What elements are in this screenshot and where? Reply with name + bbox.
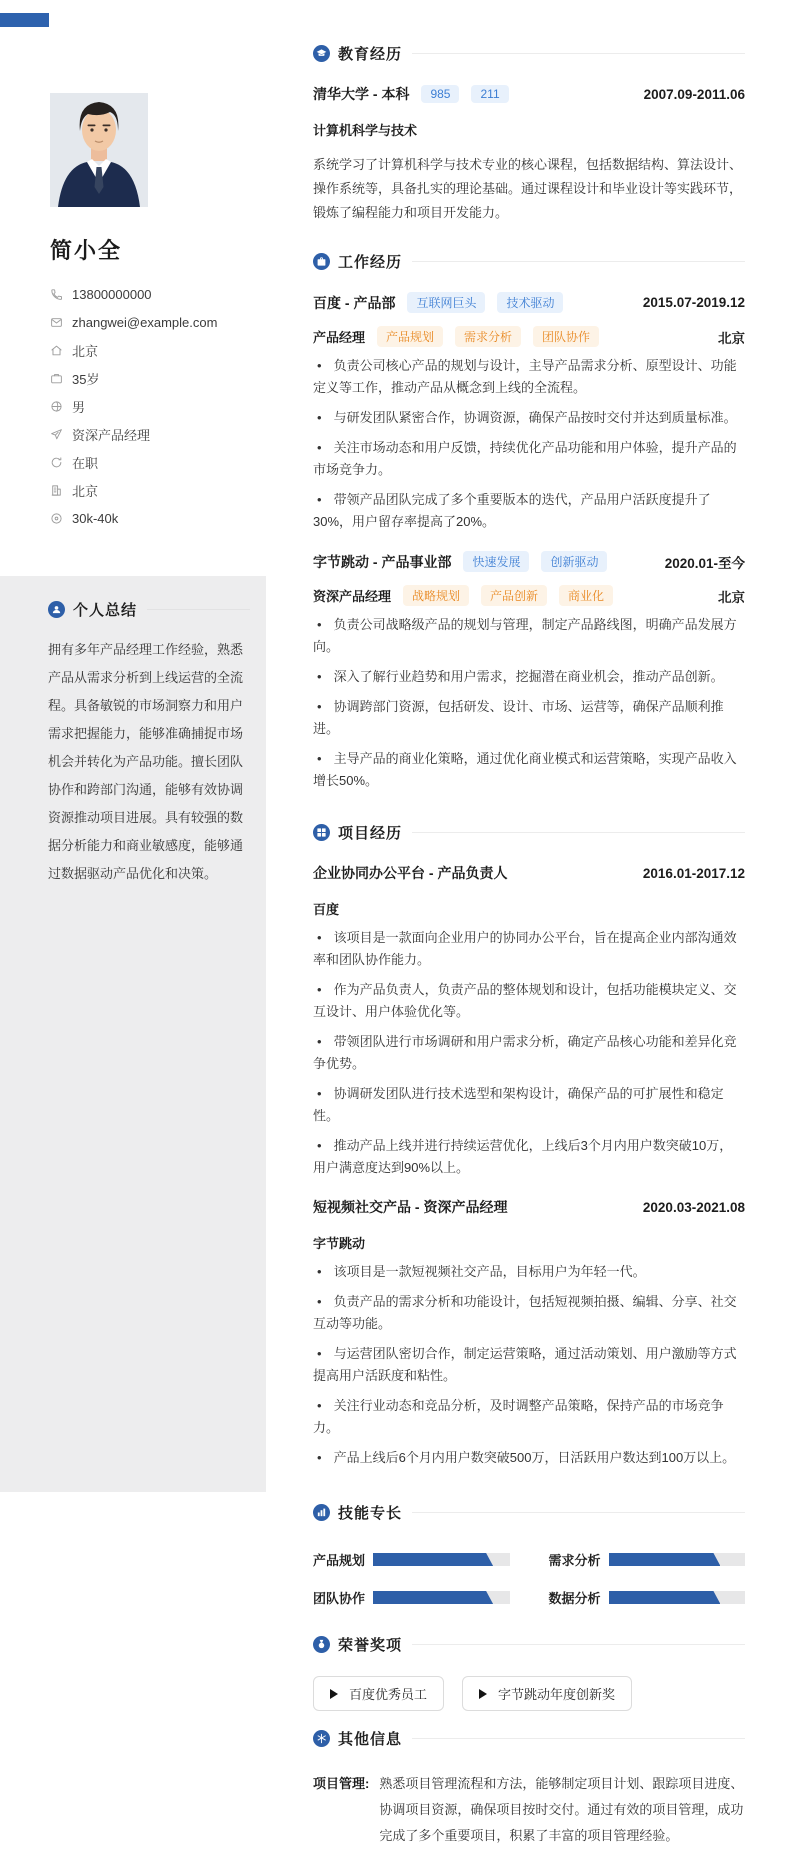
bullet-item: • 推动产品上线并进行持续运营优化，上线后3个月内用户数突破10万，用户满意度达到90%以上。 [313, 1135, 745, 1179]
bullet-item: • 关注市场动态和用户反馈，持续优化产品功能和用户体验，提升产品的市场竞争力。 [313, 437, 745, 481]
skill-bar [373, 1591, 510, 1604]
section-work [313, 251, 745, 792]
skill-label: 需求分析 [548, 1553, 601, 1568]
skill-item [549, 1588, 746, 1607]
skill-bar-fill [609, 1553, 721, 1566]
role-badge: 产品创新 [481, 585, 547, 606]
company-badge: 互联网巨头 [407, 292, 485, 313]
job-bullets [313, 355, 745, 533]
corner-accent-bar [0, 13, 49, 27]
job-company-row [313, 292, 745, 313]
project-dates: 2016.01-2017.12 [642, 865, 745, 881]
play-icon [479, 1689, 487, 1699]
honors-title: 荣誉奖项 [338, 1637, 403, 1654]
other-header [313, 1728, 745, 1749]
project-title-row [313, 1197, 745, 1217]
other-title: 其他信息 [338, 1731, 403, 1748]
summary-text: 拥有多年产品经理工作经验，熟悉产品从需求分析到上线运营的全流程。具备敏锐的市场洞察力和用户需求把握能力，能够准确捕捉市场机会并转化为产品功能。擅长团队协作和跨部门沟通，能够有效协调资源推动项目进展。具有较强的数据分析能力和商业敏感度，能够通过数据驱动产品优化和决策。 [48, 642, 244, 881]
bullet-item: • 负责产品的需求分析和功能设计，包括短视频拍摄、编辑、分享、社交互动等功能。 [313, 1291, 745, 1335]
summary-title: 个人总结 [73, 602, 138, 619]
contact-value: 北京 [72, 343, 99, 359]
skill-bar-fill [373, 1553, 493, 1566]
status-icon [50, 456, 63, 469]
age-icon [50, 372, 63, 385]
contact-salary [50, 504, 266, 532]
major-name: 计算机科学与技术 [313, 123, 418, 138]
project-dates: 2020.03-2021.08 [642, 1199, 745, 1215]
contact-gender [50, 392, 266, 420]
company-name: 字节跳动 - 产品事业部 [313, 553, 452, 570]
skill-item [549, 1550, 746, 1569]
skill-label: 团队协作 [313, 1591, 366, 1606]
contact-list [50, 280, 266, 532]
left-sidebar [0, 0, 266, 1492]
salary-icon [50, 512, 63, 525]
skill-label: 产品规划 [313, 1553, 366, 1568]
contact-location [50, 336, 266, 364]
contact-value: 35岁 [72, 371, 100, 387]
email-icon [50, 316, 63, 329]
school-name: 清华大学 - 本科 [313, 86, 410, 102]
job-title-icon [50, 428, 63, 441]
role-badge: 商业化 [559, 585, 613, 606]
other-text: 熟悉项目管理流程和方法，能够制定项目计划、跟踪项目进度、协调项目资源，确保项目按时交付。通过有效的项目管理，成功完成了多个重要项目，积累了丰富的项目管理经验。 [379, 1776, 744, 1843]
education-school-row [313, 84, 745, 104]
skill-item [313, 1550, 510, 1569]
job-bullets [313, 614, 745, 792]
main-content [266, 0, 794, 1843]
project-name: 短视频社交产品 - 资深产品经理 [313, 1199, 508, 1215]
project-entry [313, 863, 745, 1179]
summary-header [48, 599, 250, 620]
briefcase-icon [313, 253, 330, 270]
bullet-item: • 协调研发团队进行技术选型和架构设计，确保产品的可扩展性和稳定性。 [313, 1083, 745, 1127]
section-skills [313, 1502, 745, 1607]
company-name: 百度 - 产品部 [313, 294, 396, 311]
role-badge: 需求分析 [455, 326, 521, 347]
asterisk-icon [313, 1730, 330, 1747]
bullet-item: • 负责公司战略级产品的规划与管理，制定产品路线图，明确产品发展方向。 [313, 614, 745, 658]
contact-value: zhangwei@example.com [72, 314, 218, 330]
medal-icon [313, 1636, 330, 1653]
project-company: 百度 [313, 902, 340, 917]
skill-bar [609, 1591, 746, 1604]
honor-label: 字节跳动年度创新奖 [498, 1687, 616, 1702]
job-role-row [313, 326, 745, 347]
skill-item [313, 1588, 510, 1607]
project-name: 企业协同办公平台 - 产品负责人 [313, 865, 508, 881]
candidate-name: 简小全 [50, 238, 123, 263]
honors-header [313, 1634, 745, 1655]
contact-phone [50, 280, 266, 308]
role-name: 资深产品经理 [313, 589, 392, 604]
contact-job-title [50, 420, 266, 448]
section-projects [313, 822, 745, 1469]
section-education [313, 43, 745, 225]
city-icon [50, 484, 63, 497]
contact-status [50, 448, 266, 476]
honor-button[interactable] [313, 1676, 444, 1711]
contact-value: 13800000000 [72, 286, 152, 302]
contact-age [50, 364, 266, 392]
contact-value: 在职 [72, 455, 99, 471]
project-company-row [313, 1233, 745, 1253]
contact-city [50, 476, 266, 504]
role-badge: 团队协作 [533, 326, 599, 347]
job-entry [313, 292, 745, 533]
skills-header [313, 1502, 745, 1523]
phone-icon [50, 288, 63, 301]
education-header [313, 43, 745, 64]
bullet-item: • 带领产品团队完成了多个重要版本的迭代，产品用户活跃度提升了30%，用户留存率提高了20%。 [313, 489, 745, 533]
job-dates: 2015.07-2019.12 [642, 295, 745, 310]
profile-photo [50, 93, 148, 207]
bar-chart-icon [313, 1504, 330, 1521]
projects-header [313, 822, 745, 843]
job-dates: 2020.01-至今 [664, 555, 745, 571]
section-other [313, 1728, 745, 1849]
play-icon [330, 1689, 338, 1699]
company-badge: 快速发展 [463, 551, 529, 572]
job-entry [313, 551, 745, 792]
honors-row [313, 1676, 745, 1711]
school-badge: 211 [471, 85, 508, 103]
project-bullets [313, 1261, 745, 1469]
graduation-cap-icon [313, 45, 330, 62]
job-role-row [313, 585, 745, 606]
skill-bar-fill [373, 1591, 493, 1604]
skill-label: 数据分析 [548, 1591, 601, 1606]
company-badge: 创新驱动 [541, 551, 607, 572]
project-bullets [313, 927, 745, 1179]
contact-value: 资深产品经理 [72, 427, 151, 443]
school-badge: 985 [421, 85, 459, 103]
honor-button[interactable] [462, 1676, 632, 1711]
project-company: 字节跳动 [313, 1236, 366, 1251]
bullet-item: • 深入了解行业趋势和用户需求，挖掘潜在商业机会，推动产品创新。 [313, 666, 745, 688]
skill-bar [609, 1553, 746, 1566]
education-dates: 2007.09-2011.06 [643, 86, 745, 102]
bullet-item: • 与运营团队密切合作，制定运营策略，通过活动策划、用户激励等方式提高用户活跃度和粘性。 [313, 1343, 745, 1387]
project-entry [313, 1197, 745, 1469]
bullet-item: • 产品上线后6个月内用户数突破500万，日活跃用户数达到100万以上。 [313, 1447, 745, 1469]
education-major-row [313, 120, 745, 140]
bullet-item: • 关注行业动态和竞品分析，及时调整产品策略，保持产品的市场竞争力。 [313, 1395, 745, 1439]
skills-title: 技能专长 [338, 1505, 403, 1522]
education-description: 系统学习了计算机科学与技术专业的核心课程，包括数据结构、算法设计、操作系统等，具备扎实的理论基础。通过课程设计和毕业设计等实践环节，锻炼了编程能力和项目开发能力。 [313, 157, 743, 220]
work-header [313, 251, 745, 272]
projects-title: 项目经历 [338, 825, 403, 842]
other-block [313, 1771, 745, 1849]
education-title: 教育经历 [338, 46, 403, 63]
role-badge: 产品规划 [377, 326, 443, 347]
job-company-row [313, 551, 745, 572]
bullet-item: • 负责公司核心产品的规划与设计，主导产品需求分析、原型设计、功能定义等工作，推动产品从概念到上线的全流程。 [313, 355, 745, 399]
bullet-item: • 主导产品的商业化策略，通过优化商业模式和运营策略，实现产品收入增长50%。 [313, 748, 745, 792]
bullet-item: • 协调跨部门资源，包括研发、设计、市场、运营等，确保产品顺利推进。 [313, 696, 745, 740]
section-honors [313, 1634, 745, 1711]
contact-email [50, 308, 266, 336]
contact-value: 北京 [72, 483, 99, 499]
role-name: 产品经理 [313, 330, 366, 345]
person-icon [48, 601, 65, 618]
job-location: 北京 [718, 589, 745, 605]
project-company-row [313, 899, 745, 919]
bullet-item: • 与研发团队紧密合作，协调资源，确保产品按时交付并达到质量标准。 [313, 407, 745, 429]
contact-value: 男 [72, 399, 86, 415]
skill-bar [373, 1553, 510, 1566]
summary-panel [0, 576, 266, 1492]
bullet-item: • 带领团队进行市场调研和用户需求分析，确定产品核心功能和差异化竞争优势。 [313, 1031, 745, 1075]
contact-value: 30k-40k [72, 510, 119, 526]
skills-grid [313, 1550, 745, 1607]
other-label: 项目管理: [313, 1776, 370, 1791]
job-location: 北京 [718, 330, 745, 346]
role-badge: 战略规划 [403, 585, 469, 606]
gender-icon [50, 400, 63, 413]
home-icon [50, 344, 63, 357]
honor-label: 百度优秀员工 [349, 1687, 428, 1702]
company-badge: 技术驱动 [497, 292, 563, 313]
bullet-item: • 该项目是一款面向企业用户的协同办公平台，旨在提高企业内部沟通效率和团队协作能力。 [313, 927, 745, 971]
grid-icon [313, 824, 330, 841]
bullet-item: • 该项目是一款短视频社交产品，目标用户为年轻一代。 [313, 1261, 745, 1283]
bullet-item: • 作为产品负责人，负责产品的整体规划和设计，包括功能模块定义、交互设计、用户体验优化等。 [313, 979, 745, 1023]
skill-bar-fill [609, 1591, 721, 1604]
project-title-row [313, 863, 745, 883]
work-title: 工作经历 [338, 254, 403, 271]
